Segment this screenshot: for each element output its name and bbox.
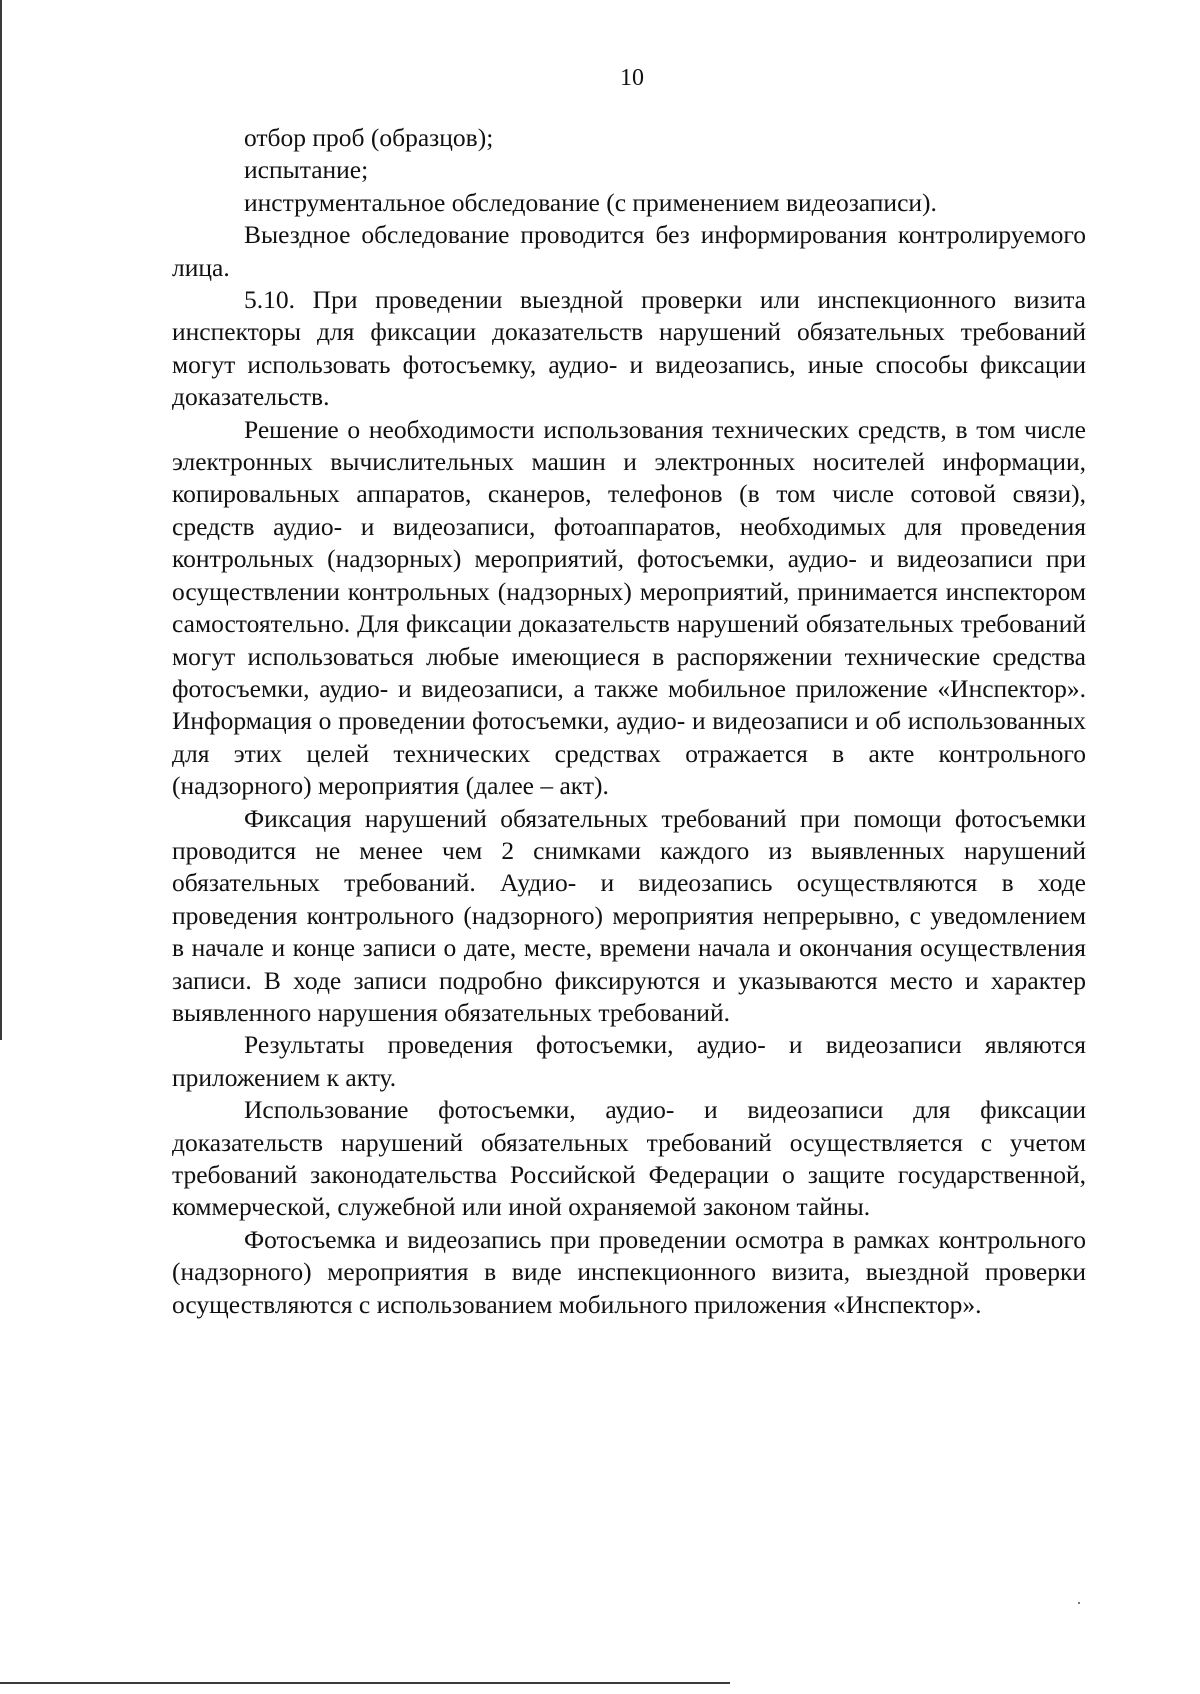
paragraph-onsite-survey: Выездное обследование проводится без информирования контролируемого лица. [172,220,1086,282]
paragraph-clause-5-10: 5.10. При проведении выездной проверки или инспекционного визита инспекторы для фиксации доказательств нарушений обязательных требований могут использовать фотосъемку, аудио- и видеозапись, иные способы фиксации доказательств. [172,285,1086,412]
scan-edge-bottom [0,1682,730,1684]
scan-speck [1078,1602,1080,1604]
list-item-sampling: отбор проб (образцов); [244,123,494,152]
paragraph-mobile-app: Фотосъемка и видеозапись при проведении осмотра в рамках контрольного (надзорного) мероприятия в виде инспекционного визита, выездной проверки осуществляются с использованием мобильного приложения «Инспектор». [172,1224,1086,1319]
paragraph-violation-recording: Фиксация нарушений обязательных требований при помощи фотосъемки проводится не менее чем 2 снимками каждого из выявленных нарушений обязательных требований. Аудио- и видеозапись осуществляются в ходе проведения контрольного (надзорного) мероприятия непрерывно, с уведомлением в начале и конце записи о дате, месте, времени начала и окончания осуществления записи. В ходе записи подробно фиксируются и указываются место и характер выявленного нарушения обязательных требований. [172,803,1086,1027]
document-body [172,122,1086,1321]
paragraph-results-attachment: Результаты проведения фотосъемки, аудио- и видеозаписи являются приложением к акту. [172,1030,1086,1092]
paragraph-secrecy-requirements: Использование фотосъемки, аудио- и видеозаписи для фиксации доказательств нарушений обязательных требований осуществляется с учетом требований законодательства Российской Федерации о защите государственной, коммерческой, служебной или иной охраняемой законом тайны. [172,1095,1086,1222]
page-number: 10 [620,65,644,91]
list-item-instrumental-survey: инструментальное обследование (с применением видеозаписи). [244,187,937,217]
list-item-testing: испытание; [244,155,369,185]
paragraph-technical-means: Решение о необходимости использования технических средств, в том числе электронных вычислительных машин и электронных носителей информации, копировальных аппаратов, сканеров, телефонов (в том числе сотовой связи), средств аудио- и видеозаписи, фотоаппаратов, необходимых для проведения контрольных (надзорных) мероприятий, фотосъемки, аудио- и видеозаписи при осуществлении контрольных (надзорных) мероприятий, принимается инспектором самостоятельно. Для фиксации доказательств нарушений обязательных требований могут использоваться любые имеющиеся в распоряжении технические средства фотосъемки, аудио- и видеозаписи, а также мобильное приложение «Инспектор». Информация о проведении фотосъемки, аудио- и видеозаписи и об использованных для этих целей технических средствах отражается в акте контрольного (надзорного) мероприятия (далее – акт). [172,414,1086,801]
scan-edge-left [0,0,2,1040]
